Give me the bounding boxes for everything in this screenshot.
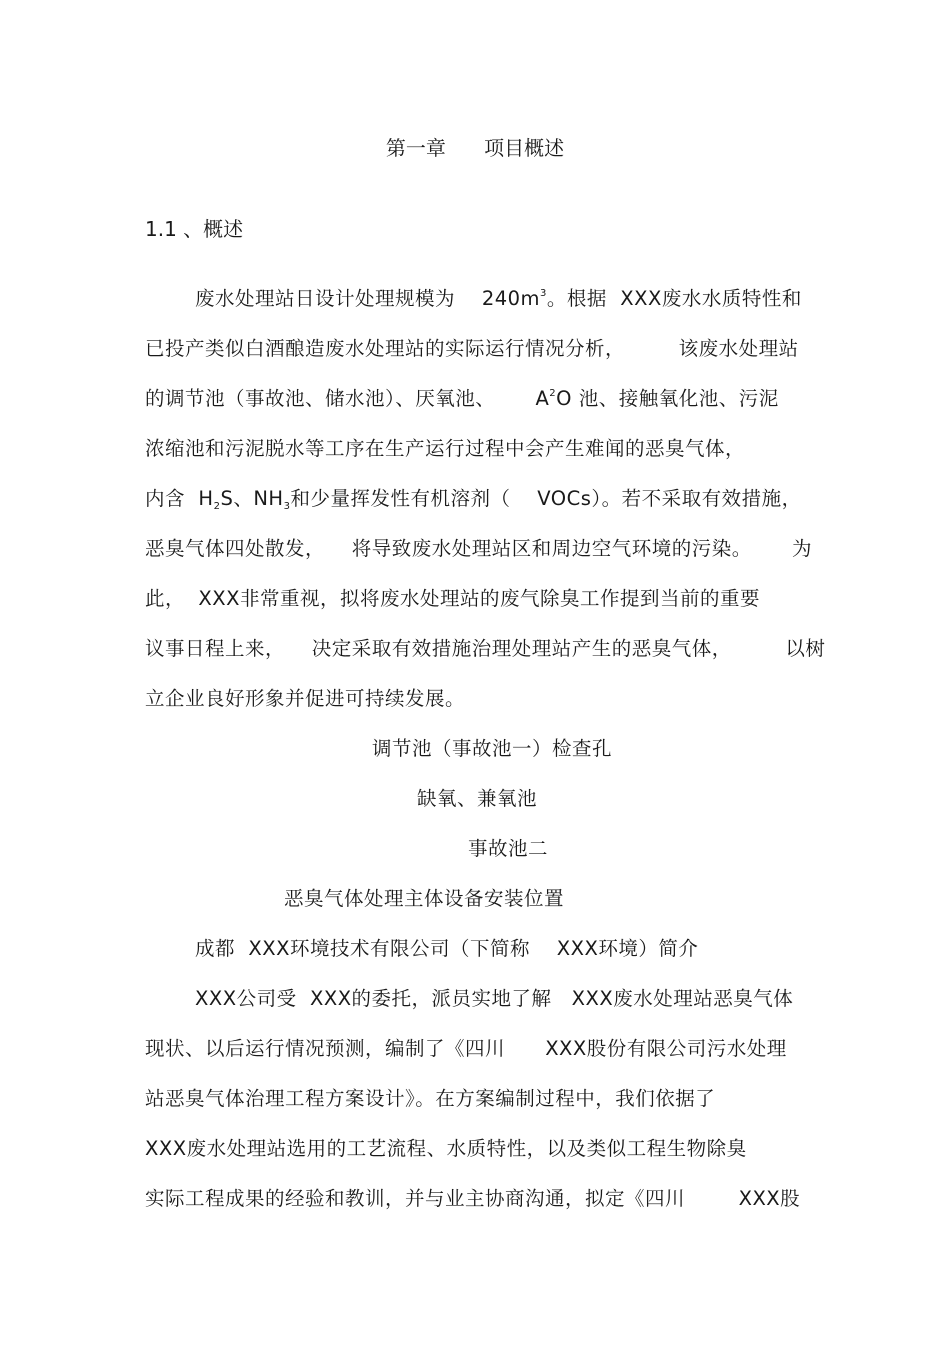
chapter-title: 项目概述	[484, 136, 565, 160]
para1-line-6: 恶臭气体四处散发， 将导致废水处理站区和周边空气环境的污染。 为	[145, 537, 812, 560]
para2-line-3: 站恶臭气体治理工程方案设计》。在方案编制过程中，我们依据了	[145, 1087, 716, 1110]
section-number: 1.1	[145, 217, 177, 241]
section-heading	[145, 215, 243, 243]
para1-line-1: 废水处理站日设计处理规模为 $240m^3$。根据 XXX废水水质特性和	[195, 287, 802, 310]
figure-label-3: 事故池二	[468, 837, 549, 860]
figure-label-4: 恶臭气体处理主体设备安装位置	[284, 887, 565, 910]
para2-line-1: XXX公司受 XXX的委托，派员实地了解 XXX废水处理站恶臭气体	[195, 987, 794, 1010]
chapter-heading	[0, 134, 950, 162]
section-title: 、概述	[183, 217, 244, 241]
para1-line-5: 内含 $H_2S$、$NH_3$和少量挥发性有机溶剂（ VOCs）。若不采取有效措施，	[145, 487, 802, 512]
para2-line-4: XXX废水处理站选用的工艺流程、水质特性，以及类似工程生物除臭	[145, 1137, 747, 1160]
chapter-number: 第一章	[385, 136, 446, 160]
figure-label-2: 缺氧、兼氧池	[417, 787, 538, 810]
intro-heading: 成都 XXX环境技术有限公司（下简称 XXX环境）简介	[195, 937, 699, 960]
para2-line-5: 实际工程成果的经验和教训，并与业主协商沟通，拟定《四川 XXX股	[145, 1187, 801, 1210]
para1-line-9: 立企业良好形象并促进可持续发展。	[145, 687, 466, 710]
figure-label-1: 调节池（事故池一）检查孔	[372, 737, 613, 760]
para1-line-2: 已投产类似白酒酿造废水处理站的实际运行情况分析， 该废水处理站	[145, 337, 799, 360]
para1-line-4: 浓缩池和污泥脱水等工序在生产运行过程中会产生难闻的恶臭气体，	[145, 437, 746, 460]
para1-line-7: 此， XXX非常重视，拟将废水处理站的废气除臭工作提到当前的重要	[145, 587, 760, 610]
para1-line-8: 议事日程上来， 决定采取有效措施治理处理站产生的恶臭气体， 以树	[145, 637, 826, 660]
para1-line-3: 的调节池（事故池、储水池）、厌氧池、 $A^2O$ 池、接触氧化池、污泥	[145, 387, 779, 410]
para2-line-2: 现状、以后运行情况预测，编制了《四川 XXX股份有限公司污水处理	[145, 1037, 787, 1060]
